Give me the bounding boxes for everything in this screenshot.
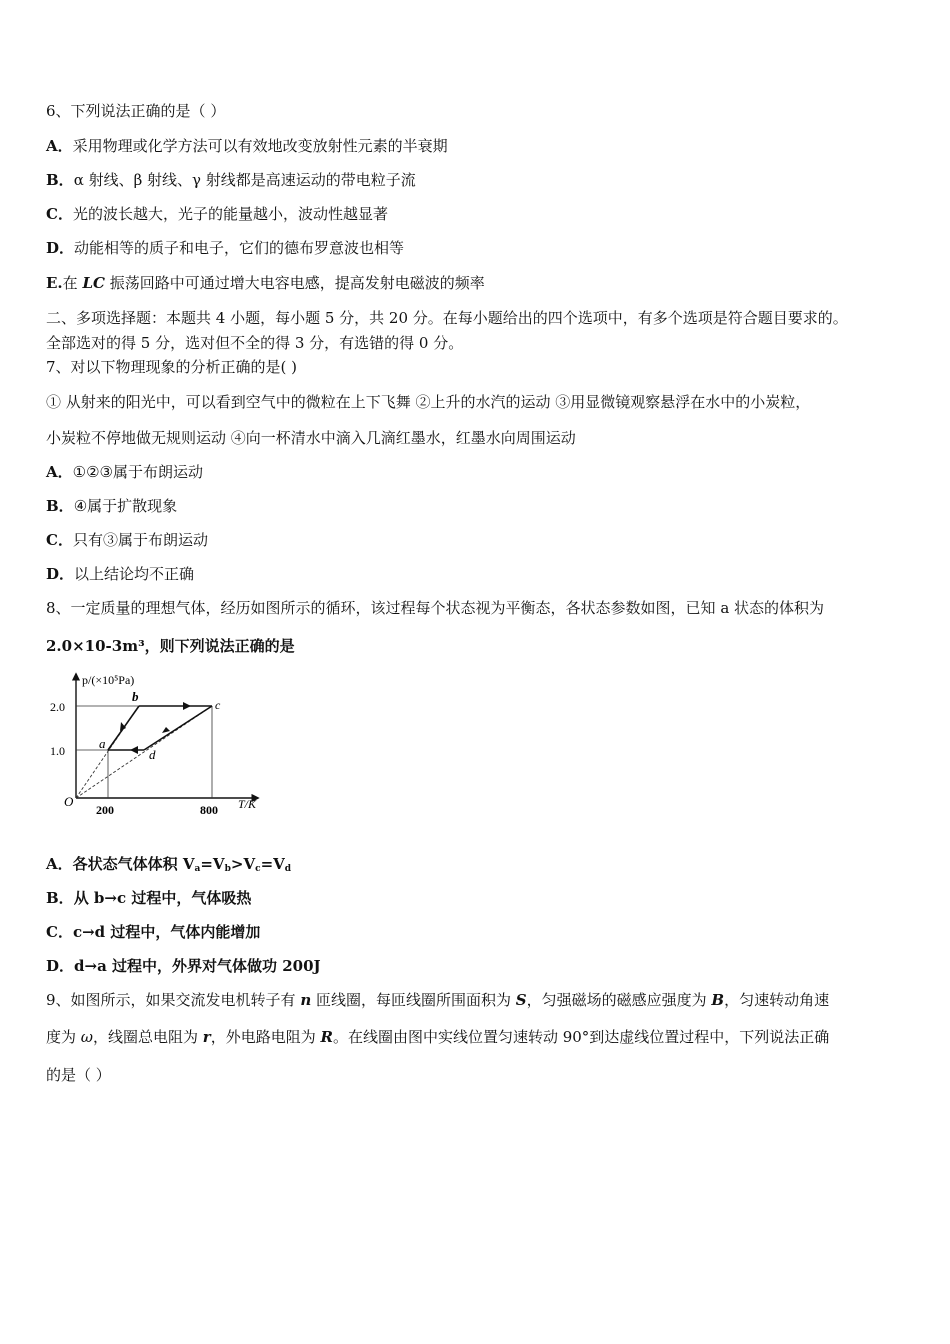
y-tick-label: 2.0 <box>50 700 65 714</box>
var-s: S <box>515 991 527 1009</box>
option-text: 采用物理或化学方法可以有效地改变放射性元素的半衰期 <box>72 137 448 155</box>
option-text: 光的波长越大，光子的能量越小，波动性越显著 <box>72 205 388 223</box>
option-label: B． <box>46 171 74 189</box>
pt-cycle-diagram <box>46 664 276 824</box>
option-text: 在 <box>62 274 83 292</box>
q9-stem-line2 <box>46 1027 829 1047</box>
q8-option-d <box>46 956 321 976</box>
option-label: D． <box>46 565 75 583</box>
option-text: =V <box>260 855 285 873</box>
var-n: n <box>300 991 312 1009</box>
q6-option-e <box>46 273 485 293</box>
option-label: B． <box>46 497 74 515</box>
option-label: A． <box>46 855 73 873</box>
option-text: 振荡回路中可通过增大电容电感，提高发射电磁波的频率 <box>104 274 485 292</box>
q7-stem: 7、对以下物理现象的分析正确的是( ) <box>46 358 298 376</box>
var-b: B <box>711 991 725 1009</box>
y-axis-label: p/(×10⁵Pa) <box>82 673 135 687</box>
option-text: 各状态气体体积 V <box>72 855 195 873</box>
x-tick-label: 800 <box>200 803 218 817</box>
x-axis-label: T/K <box>238 797 257 811</box>
option-label: A． <box>46 463 73 481</box>
q8-option-c <box>46 922 260 942</box>
q7-option-b <box>46 496 177 516</box>
q9-text: ，外电路电阻为 <box>210 1028 321 1046</box>
option-label: C． <box>46 205 73 223</box>
process-c-d <box>144 706 212 750</box>
q6-stem: 6、下列说法正确的是（ ） <box>46 102 226 120</box>
subscript: d <box>284 864 292 874</box>
y-tick-label: 1.0 <box>50 744 65 758</box>
option-label: C． <box>46 923 73 941</box>
option-label: B． <box>46 889 74 907</box>
q7-option-c <box>46 530 208 550</box>
option-text: α 射线、β 射线、γ 射线都是高速运动的带电粒子流 <box>73 171 416 189</box>
q7-option-a <box>46 462 203 482</box>
option-label: D． <box>46 239 75 257</box>
arrow-b-c <box>183 702 191 710</box>
option-text: 只有③属于布朗运动 <box>72 531 208 549</box>
option-text: 从 b→c 过程中，气体吸热 <box>73 889 252 907</box>
q9-text: ，线圈总电阻为 <box>93 1028 203 1046</box>
option-label: D． <box>46 957 75 975</box>
subscript: a <box>194 864 201 874</box>
var-omega: ω <box>80 1028 94 1046</box>
q9-text: ，匀强磁场的磁感应强度为 <box>526 991 712 1009</box>
option-label: C． <box>46 531 73 549</box>
option-text: =V <box>200 855 225 873</box>
q6-option-d <box>46 238 404 258</box>
option-text: ④属于扩散现象 <box>73 497 178 515</box>
subscript: b <box>224 864 231 874</box>
q8-option-b <box>46 888 251 908</box>
q9-text: ，匀速转动角速 <box>724 991 830 1009</box>
var-R: R <box>320 1028 333 1046</box>
q8-stem-line1: 8、一定质量的理想气体，经历如图所示的循环，该过程每个状态视为平衡态，各状态参数如图，已知 a 状态的体积为 <box>46 599 825 617</box>
q6-option-b <box>46 170 416 190</box>
q7-option-d <box>46 564 194 584</box>
option-label: A． <box>46 137 73 155</box>
option-text: 以上结论均不正确 <box>74 565 195 583</box>
q9-stem-line1 <box>46 990 829 1010</box>
option-text: ①②③属于布朗运动 <box>72 463 203 481</box>
q7-desc-line2: 小炭粒不停地做无规则运动 ④向一杯清水中滴入几滴红墨水，红墨水向周围运动 <box>46 429 576 447</box>
subscript: c <box>255 864 261 874</box>
q9-text: 。在线圈由图中实线位置匀速转动 90°到达虚线位置过程中，下列说法正确 <box>332 1028 830 1046</box>
lc-symbol: LC <box>82 274 105 292</box>
q9-stem-line3: 的是（ ） <box>46 1066 111 1084</box>
option-text: c→d 过程中，气体内能增加 <box>72 923 261 941</box>
origin-label: O <box>64 794 74 809</box>
point-b-label: b <box>132 689 139 704</box>
q9-text: 匝线圈，每匝线圈所围面积为 <box>311 991 516 1009</box>
option-text: d→a 过程中，外界对气体做功 200J <box>74 957 321 975</box>
q8-option-a <box>46 854 291 879</box>
x-tick-label: 200 <box>96 803 114 817</box>
option-text: 动能相等的质子和电子，它们的德布罗意波也相等 <box>74 239 405 257</box>
option-text: >V <box>230 855 256 873</box>
q8-stem-line2: 2.0×10-3m³，则下列说法正确的是 <box>46 637 295 655</box>
point-d-label: d <box>149 747 156 762</box>
section2-line1: 二、多项选择题：本题共 4 小题，每小题 5 分，共 20 分。在每小题给出的四个选项中，有多个选项是符合题目要求的。 <box>46 309 848 327</box>
arrow-c-d <box>162 727 170 733</box>
q9-text: 度为 <box>46 1028 81 1046</box>
q6-option-c <box>46 204 388 224</box>
var-r: r <box>202 1028 211 1046</box>
q7-desc-line1: ① 从射来的阳光中，可以看到空气中的微粒在上下飞舞 ②上升的水汽的运动 ③用显微镜观察悬浮在水中的小炭粒， <box>46 393 811 411</box>
point-c-label: c <box>215 698 221 712</box>
q9-text: 9、如图所示，如果交流发电机转子有 <box>46 991 301 1009</box>
section2-line2: 全部选对的得 5 分，选对但不全的得 3 分，有选错的得 0 分。 <box>46 334 464 352</box>
arrow-d-a <box>130 746 138 754</box>
option-label: E. <box>46 274 63 292</box>
point-a-label: a <box>99 736 106 751</box>
q6-option-a <box>46 136 448 156</box>
